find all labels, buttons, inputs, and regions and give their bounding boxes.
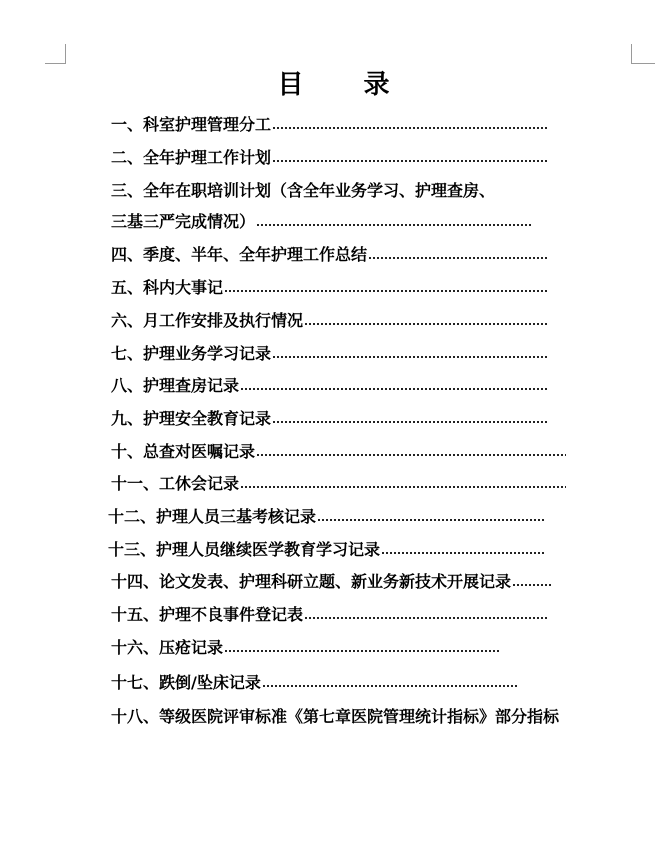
- toc-entry-text: 三基三严完成情况）: [111, 212, 256, 231]
- toc-entry[interactable]: [111, 671, 517, 695]
- toc-entry[interactable]: [111, 113, 549, 137]
- toc-leader-dots: [381, 538, 546, 562]
- toc-leader-dots: [272, 146, 549, 170]
- toc-entry-text: 三、全年在职培训计划（含全年业务学习、护理查房、: [111, 181, 496, 200]
- toc-leader-dots: [304, 603, 549, 627]
- toc-leader-dots: [262, 671, 517, 695]
- toc-entry-text: 十四、论文发表、护理科研立题、新业务新技术开展记录: [111, 572, 512, 591]
- toc-entry[interactable]: [111, 276, 549, 300]
- crop-mark-top-left: [65, 44, 66, 64]
- toc-leader-dots: [317, 505, 546, 529]
- toc-entry[interactable]: [111, 210, 533, 234]
- toc-entry[interactable]: [111, 374, 549, 398]
- toc-entry[interactable]: [111, 146, 549, 170]
- toc-entry[interactable]: [111, 179, 511, 203]
- toc-entry-text: 九、护理安全教育记录: [111, 409, 272, 428]
- toc-entry[interactable]: [111, 636, 499, 660]
- toc-leader-dots: [240, 374, 549, 398]
- toc-entry-text: 十六、压疮记录: [111, 638, 224, 657]
- toc-entry-text: 十二、护理人员三基考核记录: [108, 507, 317, 526]
- toc-entry[interactable]: [111, 440, 566, 464]
- toc-leader-dots: [224, 636, 499, 660]
- toc-leader-dots: [256, 440, 566, 464]
- toc-entry-text: 四、季度、半年、全年护理工作总结: [111, 245, 368, 264]
- toc-entry-text: 十一、工休会记录: [111, 474, 240, 493]
- toc-leader-dots: [272, 113, 549, 137]
- toc-entry[interactable]: [108, 538, 546, 562]
- toc-entry-text: 十七、跌倒/坠床记录: [111, 673, 261, 692]
- toc-entry[interactable]: [108, 505, 546, 529]
- toc-leader-dots: [272, 407, 549, 431]
- toc-entry-text: 七、护理业务学习记录: [111, 344, 272, 363]
- title-char-2: 录: [363, 70, 390, 100]
- toc-entry[interactable]: [111, 342, 549, 366]
- toc-entry-text: 十、总查对医嘱记录: [111, 442, 256, 461]
- page-title: [0, 64, 667, 101]
- toc-entry-text: 一、科室护理管理分工: [111, 115, 272, 134]
- crop-mark-top-right: [631, 44, 632, 64]
- toc-leader-dots: [256, 210, 533, 234]
- toc-leader-dots: [240, 472, 566, 496]
- title-char-1: 目: [277, 70, 304, 100]
- toc-leader-dots: [512, 570, 551, 594]
- toc-entry[interactable]: [111, 243, 549, 267]
- toc-entry-text: 六、月工作安排及执行情况: [111, 311, 304, 330]
- toc-entry-text: 二、全年护理工作计划: [111, 148, 272, 167]
- toc-entry[interactable]: [111, 705, 591, 729]
- toc-entry[interactable]: [111, 603, 549, 627]
- toc-entry[interactable]: [111, 570, 551, 594]
- toc-leader-dots: [272, 342, 549, 366]
- toc-entry-text: 五、科内大事记: [111, 278, 224, 297]
- toc-entry[interactable]: [111, 472, 566, 496]
- toc-entry-text: 十八、等级医院评审标准《第七章医院管理统计指标》部分指标: [111, 707, 560, 726]
- toc-entry-text: 十五、护理不良事件登记表: [111, 605, 304, 624]
- toc-leader-dots: [224, 276, 549, 300]
- toc-entry[interactable]: [111, 309, 549, 333]
- toc-entry[interactable]: [111, 407, 549, 431]
- toc-entry-text: 八、护理查房记录: [111, 376, 240, 395]
- toc-leader-dots: [304, 309, 549, 333]
- toc-entry-text: 十三、护理人员继续医学教育学习记录: [108, 540, 381, 559]
- toc-leader-dots: [368, 243, 549, 267]
